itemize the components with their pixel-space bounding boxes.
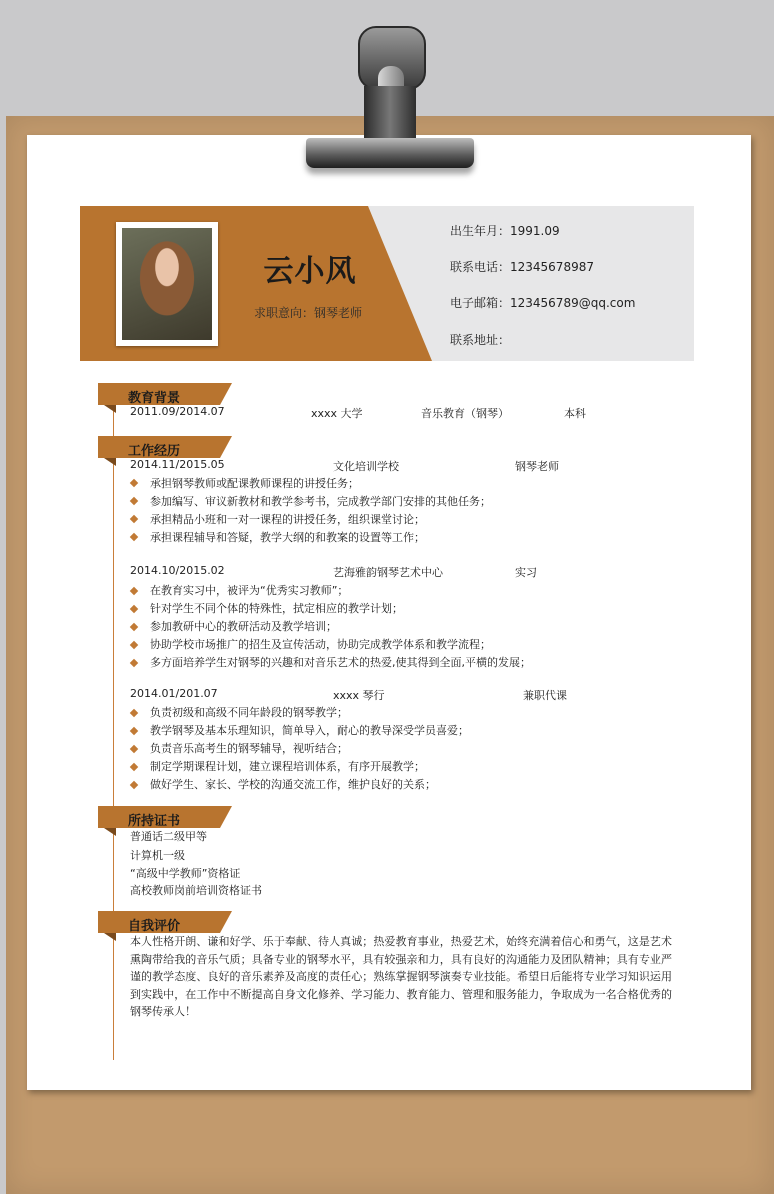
edu-major: 音乐教育（钢琴） xyxy=(421,407,509,420)
profile-photo xyxy=(122,228,212,340)
job-org: 文化培训学校 xyxy=(333,460,399,473)
section-title: 工作经历 xyxy=(128,444,181,459)
job-role: 实习 xyxy=(515,566,537,579)
cert-item: 计算机一级 xyxy=(130,849,185,862)
job-period: 2014.01/201.07 xyxy=(130,687,218,700)
section-title: 所持证书 xyxy=(128,814,181,829)
section-title: 教育背景 xyxy=(128,391,181,406)
job-duty: 负责初级和高级不同年龄段的钢琴教学； xyxy=(150,706,348,719)
cert-item: 普通话二级甲等 xyxy=(130,830,207,843)
binder-clip xyxy=(296,26,482,176)
profile-photo-frame xyxy=(116,222,218,346)
job-duty: 参加教研中心的教研活动及教学培训； xyxy=(150,620,337,633)
address: 联系地址： xyxy=(450,333,511,347)
job-duty: 制定学期课程计划，建立课程培训体系，有序开展教学； xyxy=(150,760,425,773)
job-intent: 求职意向：钢琴老师 xyxy=(253,306,362,320)
cert-item: “高级中学教师”资格证 xyxy=(130,867,241,880)
job-period: 2014.10/2015.02 xyxy=(130,564,225,577)
job-role: 兼职代课 xyxy=(523,689,567,702)
job-org: 艺海雅韵钢琴艺术中心 xyxy=(333,566,443,579)
clip-base xyxy=(306,138,474,168)
self-evaluation-text: 本人性格开朗、谦和好学、乐于奉献、待人真诚；热爱教育事业，热爱艺术，始终充满着信心和勇气，这是艺术熏陶带给我的音乐气质；具备专业的钢琴水平，具有较强亲和力，具有良好的沟通能力及团队精神；具有专业严谨的教学态度、良好的音乐素养及高度的责任心；熟练掌握钢琴演奏专业技能。希望日后能将专业学习知识运用到实践中，在工作中不断提高自身文化修养、学习能力、教育能力、管理和服务能力，争取成为一名合格优秀的钢琴传承人！ xyxy=(130,935,672,1018)
job-duty: 在教育实习中，被评为“优秀实习教师”； xyxy=(150,584,349,597)
job-duty: 参加编写、审议新教材和教学参考书，完成教学部门安排的其他任务； xyxy=(150,495,491,508)
job-role: 钢琴老师 xyxy=(515,460,559,473)
job-duty: 承担精品小班和一对一课程的讲授任务，组织课堂讨论； xyxy=(150,513,425,526)
candidate-name: 云小风 xyxy=(263,254,357,289)
cert-item: 高校教师岗前培训资格证书 xyxy=(130,884,262,897)
section-title: 自我评价 xyxy=(128,919,181,934)
timeline-line xyxy=(113,400,114,1060)
job-duty: 承担钢琴教师或配课教师课程的讲授任务； xyxy=(150,477,359,490)
phone: 联系电话：12345678987 xyxy=(450,260,594,274)
edu-degree: 本科 xyxy=(564,407,586,420)
job-period: 2014.11/2015.05 xyxy=(130,458,225,471)
job-duty: 做好学生、家长、学校的沟通交流工作，维护良好的关系； xyxy=(150,778,436,791)
job-org: xxxx 琴行 xyxy=(333,689,385,702)
birth-date: 出生年月：1991.09 xyxy=(450,224,560,238)
job-duty: 协助学校市场推广的招生及宣传活动，协助完成教学体系和教学流程； xyxy=(150,638,491,651)
job-duty: 教学钢琴及基本乐理知识，简单导入，耐心的教导深受学员喜爱； xyxy=(150,724,469,737)
job-duty: 针对学生不同个体的特殊性，拭定相应的教学计划； xyxy=(150,602,403,615)
job-duty: 承担课程辅导和答疑，教学大纲的和教案的设置等工作； xyxy=(150,531,425,544)
edu-period: 2011.09/2014.07 xyxy=(130,405,225,418)
edu-school: xxxx 大学 xyxy=(311,407,363,420)
job-duty: 负责音乐高考生的钢琴辅导，视听结合； xyxy=(150,742,348,755)
job-duty: 多方面培养学生对钢琴的兴趣和对音乐艺术的热爱,使其得到全面,平横的发展； xyxy=(150,656,531,669)
email: 电子邮箱：123456789@qq.com xyxy=(450,296,636,310)
